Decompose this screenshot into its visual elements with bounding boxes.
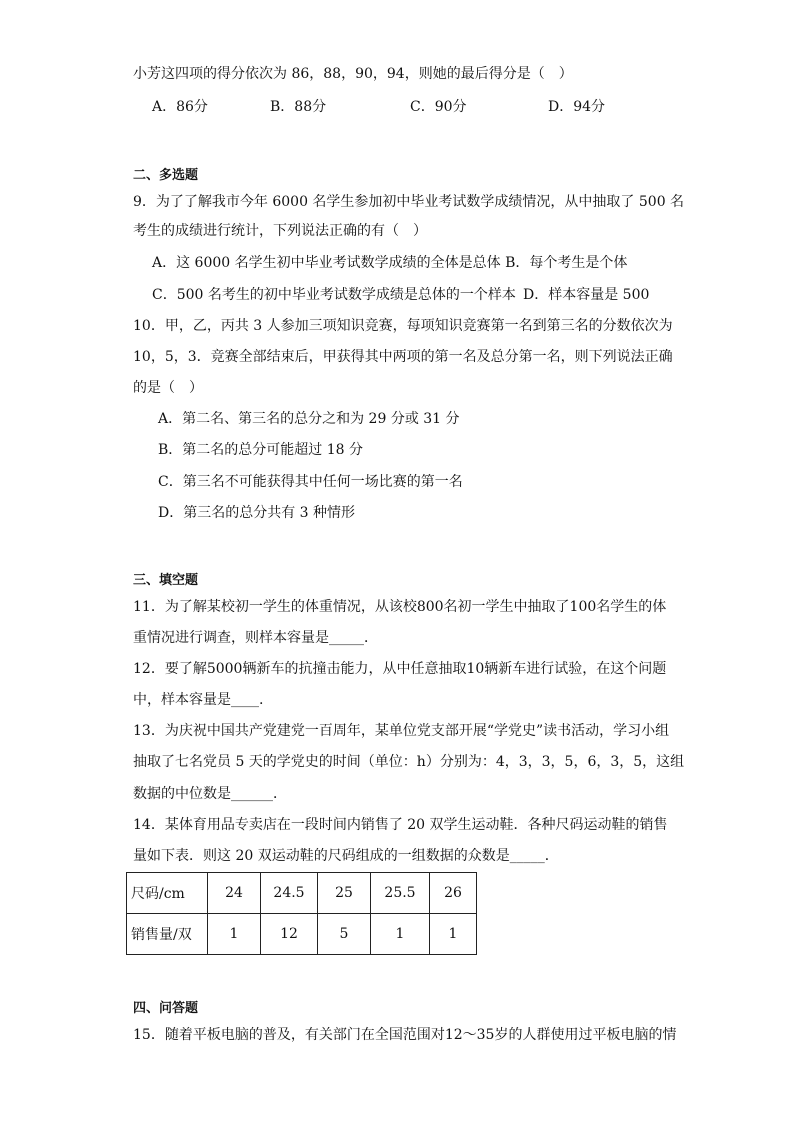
- table-cell: 12: [261, 914, 318, 955]
- table-row: [127, 873, 477, 914]
- q12-line-2: 中，样本容量是____.: [133, 692, 264, 708]
- q12-line-1: 12．要了解5000辆新车的抗撞击能力，从中任意抽取10辆新车进行试验，在这个问题: [133, 661, 667, 677]
- q10-option-a: A．第二名、第三名的总分之和为 29 分或 31 分: [158, 411, 460, 427]
- q9-options-ab: A．这 6000 名学生初中毕业考试数学成绩的全体是总体 B．每个考生是个体: [152, 255, 628, 271]
- section-title-multiple-choice: 二、多选题: [133, 168, 199, 183]
- q10-option-b: B．第二名的总分可能超过 18 分: [158, 442, 364, 458]
- q11-line-1: 11．为了解某校初一学生的体重情况，从该校800名初一学生中抽取了100名学生的体: [133, 599, 667, 615]
- q9-line-2: 考生的成绩进行统计，下列说法正确的有（ ）: [133, 223, 427, 239]
- table-cell: 25: [318, 873, 371, 914]
- q10-line-3: 的是（ ）: [133, 380, 203, 396]
- q13-line-3: 数据的中位数是______．: [133, 786, 287, 802]
- q9-line-1: 9．为了了解我市今年 6000 名学生参加初中毕业考试数学成绩情况，从中抽取了 500 名: [133, 194, 685, 210]
- q14-line-1: 14．某体育用品专卖店在一段时间内销售了 20 双学生运动鞋．各种尺码运动鞋的销售: [133, 817, 668, 833]
- q9-option-c: C．500 名考生的初中毕业考试数学成绩是总体的一个样本: [152, 287, 516, 303]
- q8-option-c: C．90分: [410, 99, 467, 115]
- shoe-size-table: [126, 872, 477, 955]
- table-cell: 1: [371, 914, 430, 955]
- table-row-label-size: 尺码/cm: [127, 873, 208, 914]
- table-cell: 24.5: [261, 873, 318, 914]
- q10-line-1: 10．甲，乙，丙共 3 人参加三项知识竞赛，每项知识竞赛第一名到第三名的分数依次为: [133, 318, 673, 334]
- q9-option-d: D．样本容量是 500: [523, 287, 650, 303]
- table-cell: 26: [430, 873, 477, 914]
- q10-line-2: 10，5，3．竞赛全部结束后，甲获得其中两项的第一名及总分第一名，则下列说法正确: [133, 349, 673, 365]
- q8-stem: 小芳这四项的得分依次为 86，88，90，94，则她的最后得分是（ ）: [133, 66, 573, 82]
- q11-line-2: 重情况进行调查，则样本容量是_____．: [133, 630, 378, 646]
- table-cell: 1: [208, 914, 261, 955]
- q10-option-d: D．第三名的总分共有 3 种情形: [158, 505, 356, 521]
- table-cell: 1: [430, 914, 477, 955]
- q13-line-1: 13．为庆祝中国共产党建党一百周年，某单位党支部开展“学党史”读书活动，学习小组: [133, 723, 670, 739]
- q8-option-d: D．94分: [548, 99, 606, 115]
- table-row: [127, 914, 477, 955]
- q14-line-2: 量如下表．则这 20 双运动鞋的尺码组成的一组数据的众数是_____．: [133, 848, 559, 864]
- q8-option-a: A．86分: [152, 99, 208, 115]
- table-row-label-sales: 销售量/双: [127, 914, 208, 955]
- q13-line-2: 抽取了七名党员 5 天的学党史的时间（单位：h）分别为：4，3，3，5，6，3，5，这组: [133, 754, 685, 770]
- table-cell: 24: [208, 873, 261, 914]
- q15-line-1: 15．随着平板电脑的普及，有关部门在全国范围对12～35岁的人群使用过平板电脑的情: [133, 1027, 677, 1043]
- table-cell: 5: [318, 914, 371, 955]
- section-title-fill-in: 三、填空题: [133, 573, 199, 588]
- table-cell: 25.5: [371, 873, 430, 914]
- section-title-qa: 四、问答题: [133, 1001, 199, 1016]
- q10-option-c: C．第三名不可能获得其中任何一场比赛的第一名: [158, 474, 463, 490]
- q8-option-b: B．88分: [270, 99, 327, 115]
